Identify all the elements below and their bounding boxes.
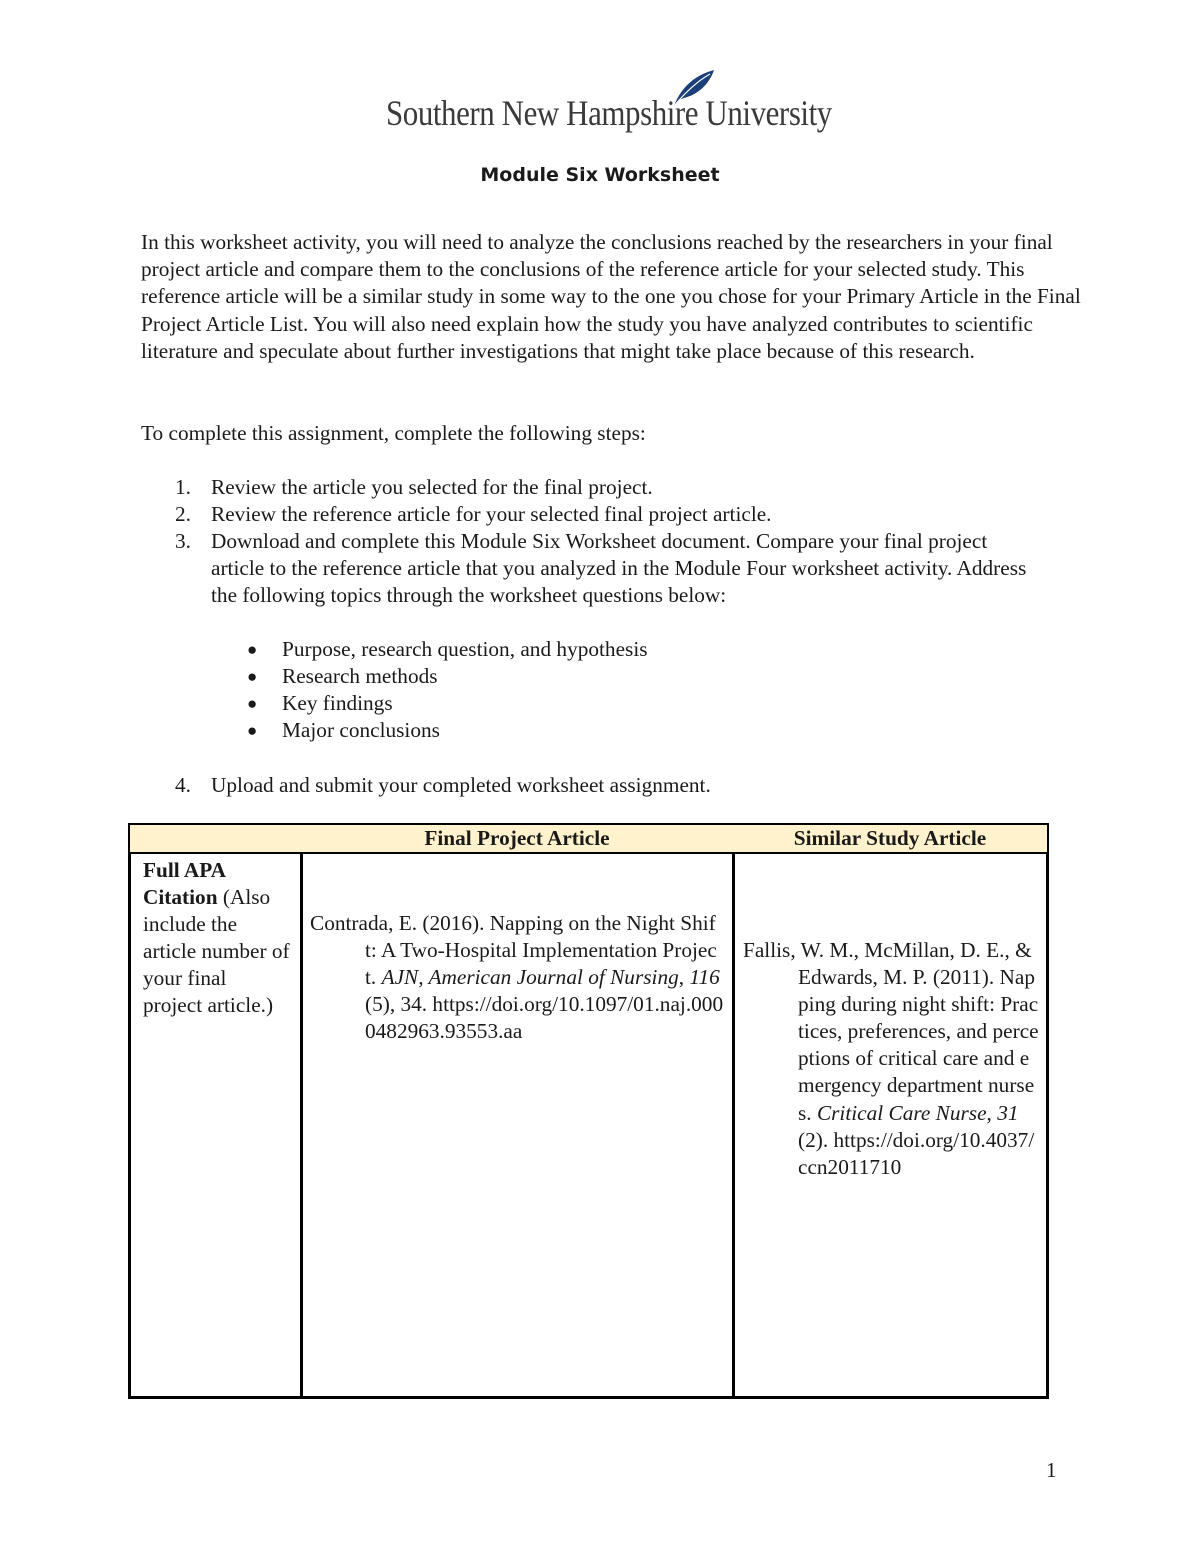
logo-text: Southern New Hampshire University bbox=[386, 93, 832, 133]
similar-article-citation: Fallis, W. M., McMillan, D. E., & Edwards, M. P. (2011). Napping during night shift: Practices, preferences, and perceptions of critical care and emergency department nurses. Critical Care Nurse, 31(2). https://doi.org/10.4037/ccn2011710 bbox=[743, 938, 1039, 1179]
list-item: ● Purpose, research question, and hypothesis bbox=[247, 637, 648, 661]
list-item: ● Research methods bbox=[247, 664, 438, 688]
table-header-final-project: Final Project Article bbox=[301, 823, 733, 854]
list-item: ● Major conclusions bbox=[247, 718, 440, 742]
steps-list bbox=[141, 474, 1041, 609]
list-item: ● Key findings bbox=[247, 691, 393, 715]
list-item: 3. Download and complete this Module Six Worksheet document. Compare your final project article to the reference article that you analyzed in the Module Four worksheet activity. Address the following topics through the worksheet questions below: bbox=[175, 529, 1027, 607]
bullet-icon: ● bbox=[247, 721, 258, 740]
bullet-icon: ● bbox=[247, 694, 258, 713]
table-header-similar-study: Similar Study Article bbox=[733, 823, 1049, 854]
page-number: 1 bbox=[1046, 1458, 1057, 1482]
similar-article-citation-cell[interactable] bbox=[732, 852, 1049, 1399]
row-label-citation: Full APA Citation (Also include the article number of your final project article.) bbox=[128, 852, 303, 1399]
final-article-citation-cell[interactable] bbox=[300, 852, 735, 1399]
intro-paragraph: In this worksheet activity, you will need to analyze the conclusions reached by the researchers in your final project article and compare them to the conclusions of the reference article for your selected study. This reference article will be a similar study in some way to the one you chose for your Primary Article in the Final Project Article List. You will also need explain how the study you have analyzed contributes to scientific literature and speculate about further investigations that might take place because of this research. bbox=[141, 230, 1081, 363]
final-article-citation: Contrada, E. (2016). Napping on the Night Shift: A Two-Hospital Implementation Project. AJN, American Journal of Nursing, 116(5), 34. https://doi.org/10.1097/01.naj.0000482963.93553.aa bbox=[310, 911, 724, 1044]
list-item: 4. Upload and submit your completed worksheet assignment. bbox=[175, 773, 711, 797]
topics-list bbox=[141, 636, 941, 744]
worksheet-table bbox=[128, 823, 1049, 1399]
page-title: Module Six Worksheet bbox=[480, 164, 720, 186]
list-item: 1. Review the article you selected for the final project. bbox=[175, 475, 653, 499]
table-header-blank bbox=[128, 823, 301, 854]
bullet-icon: ● bbox=[247, 640, 258, 659]
list-item: 2. Review the reference article for your selected final project article. bbox=[175, 502, 772, 526]
instructions-lead: To complete this assignment, complete the following steps: bbox=[141, 421, 646, 445]
bullet-icon: ● bbox=[247, 667, 258, 686]
university-logo bbox=[386, 68, 832, 138]
